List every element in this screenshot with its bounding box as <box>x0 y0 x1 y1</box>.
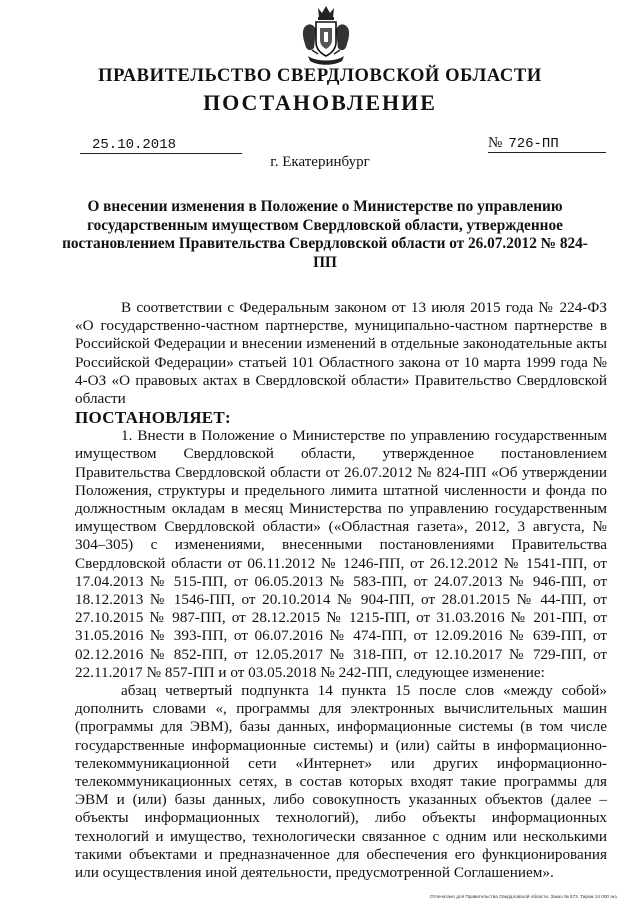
document-title: О внесении изменения в Положение о Министерстве по управлению государственным имуществом Свердловской области, утвержденное постановлением Правительства Свердловской области от 26.07.2012 № 824-ПП <box>62 198 588 271</box>
coat-of-arms-icon <box>300 4 352 68</box>
preamble-paragraph: В соответствии с Федеральным законом от 13 июля 2015 года № 224-ФЗ «О государственно-частном партнерстве, муниципально-частном партнерстве в Российской Федерации и внесении изменений в отдельные законодательные акты Российской Федерации» статьей 101 Областного закона от 10 марта 1999 года № 4-ОЗ «О правовых актах в Свердловской области» Правительство Свердловской области <box>75 299 607 408</box>
government-name: ПРАВИТЕЛЬСТВО СВЕРДЛОВСКОЙ ОБЛАСТИ <box>98 66 542 86</box>
amendment-paragraph: абзац четвертый подпункта 14 пункта 15 после слов «между собой» дополнить словами «, программы для электронных вычислительных машин (программы для ЭВМ), базы данных, информационные системы (в том числе государственные информационные системы) и (или) сайты в информационно-телекоммуникационной сети «Интернет» или других информационно-телекоммуникационных сетях, в состав которых входят такие программы для ЭВМ и (или) базы данных, либо совокупность указанных объектов (далее – объекты информационных технологий), либо объекты информационных технологий и имущество, технологически связанное с одним или несколькими такими объектами и предназначенное для обеспечения его функционирования или осуществления иной деятельности, предусмотренной Соглашением». <box>75 682 607 882</box>
number-value: 726-ПП <box>508 136 559 152</box>
resolves-heading: ПОСТАНОВЛЯЕТ: <box>75 408 232 428</box>
item-1-paragraph: 1. Внести в Положение о Министерстве по управлению государственным имуществом Свердловской области, утвержденное постановлением Правительства Свердловской области от 26.07.2012 № 824-ПП «Об утверждении Положения, структуры и предельного лимита штатной численности и фонда по должностным окладам в месяц Министерства по управлению государственным имуществом Свердловской области» («Областная газета», 2012, 3 августа, № 304–305) с изменениями, внесенными постановлениями Правительства Свердловской области от 06.11.2012 № 1246-ПП, от 26.12.2012 № 1541-ПП, от 17.04.2013 № 515-ПП, от 06.05.2013 № 583-ПП, от 24.07.2013 № 946-ПП, от 18.12.2013 № 1546-ПП, от 20.10.2014 № 904-ПП, от 28.01.2015 № 44-ПП, от 27.10.2015 № 987-ПП, от 28.12.2015 № 1215-ПП, от 31.03.2016 № 201-ПП, от 31.05.2016 № 393-ПП, от 06.07.2016 № 474-ПП, от 12.09.2016 № 639-ПП, от 02.12.2016 № 852-ПП, от 12.05.2017 № 318-ПП, от 12.10.2017 № 729-ПП, от 22.11.2017 № 857-ПП и от 03.05.2018 № 242-ПП, следующее изменение: <box>75 427 607 681</box>
document-number <box>488 135 606 153</box>
city: г. Екатеринбург <box>270 154 370 170</box>
document-body <box>75 299 607 882</box>
document-date: 25.10.2018 <box>80 137 242 154</box>
number-sign: № <box>488 135 503 151</box>
document-type: ПОСТАНОВЛЕНИЕ <box>203 90 437 115</box>
print-footer: Отпечатано для Правительства Свердловской области. Заказ № 573. Тираж 14 000 экз. <box>429 894 618 899</box>
